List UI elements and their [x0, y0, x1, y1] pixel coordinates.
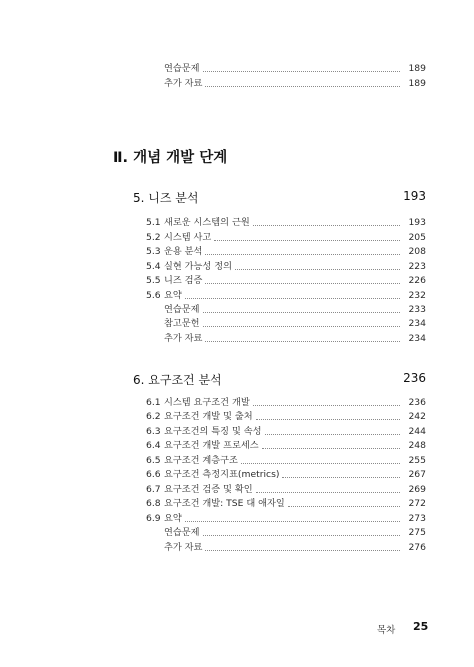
entry-number: 6.8: [146, 498, 161, 509]
toc-entry[interactable]: [146, 261, 426, 273]
entry-page: 275: [408, 527, 426, 538]
entry-page: 223: [408, 261, 426, 272]
chapter-page: 236: [403, 371, 426, 385]
entry-number: 6.6: [146, 469, 161, 480]
entry-number: 6.4: [146, 440, 161, 451]
part-title: Ⅱ. 개념 개발 단계: [113, 150, 228, 166]
entry-title: 참고문헌: [164, 318, 200, 329]
entry-title: 추가 자료: [164, 542, 203, 553]
dot-leader: [205, 341, 400, 342]
toc-entry[interactable]: [146, 498, 426, 510]
entry-number: 6.1: [146, 397, 161, 408]
entry-title: 요구조건 계층구조: [164, 455, 238, 466]
toc-entry[interactable]: [146, 397, 426, 409]
entry-title: 요구조건 개발 프로세스: [164, 440, 259, 451]
toc-entry[interactable]: [146, 217, 426, 229]
toc-entry[interactable]: [146, 318, 426, 330]
entry-page: 269: [408, 484, 426, 495]
toc-entry[interactable]: [146, 246, 426, 258]
entry-title: 추가 자료: [164, 78, 203, 89]
entry-title: 요구조건의 특징 및 속성: [164, 426, 262, 437]
dot-leader: [241, 463, 401, 464]
toc-entry[interactable]: [146, 304, 426, 316]
chapter-page: 193: [403, 189, 426, 203]
footer-page-number: 25: [413, 620, 429, 633]
toc-entry[interactable]: [146, 333, 426, 345]
dot-leader: [288, 506, 401, 507]
dot-leader: [253, 405, 401, 406]
dot-leader: [203, 71, 401, 72]
chapter-title: 5. 니즈 분석: [133, 191, 199, 205]
entry-number: 5.1: [146, 217, 161, 228]
entry-page: 189: [408, 63, 426, 74]
entry-page: 273: [408, 513, 426, 524]
dot-leader: [256, 419, 401, 420]
entry-number: 5.2: [146, 232, 161, 243]
dot-leader: [235, 269, 400, 270]
entry-title: 연습문제: [164, 527, 200, 538]
entry-number: 5.6: [146, 290, 161, 301]
toc-entry[interactable]: [146, 484, 426, 496]
dot-leader: [205, 550, 400, 551]
dot-leader: [203, 326, 401, 327]
toc-entry[interactable]: [146, 63, 426, 75]
entry-page: 276: [408, 542, 426, 553]
dot-leader: [203, 312, 401, 313]
entry-title: 니즈 검증: [164, 275, 203, 286]
entry-number: 6.5: [146, 455, 161, 466]
entry-page: 189: [408, 78, 426, 89]
entry-title: 요구조건 개발 및 출처: [164, 411, 253, 422]
toc-entry[interactable]: [146, 455, 426, 467]
toc-entry[interactable]: [146, 469, 426, 481]
entry-title: 시스템 요구조건 개발: [164, 397, 250, 408]
entry-title: 요약: [164, 290, 182, 301]
entry-page: 236: [408, 397, 426, 408]
chapter-heading[interactable]: [133, 189, 426, 206]
entry-page: 234: [408, 333, 426, 344]
chapter-heading[interactable]: [133, 371, 426, 388]
entry-page: 226: [408, 275, 426, 286]
entry-title: 추가 자료: [164, 333, 203, 344]
entry-page: 242: [408, 411, 426, 422]
toc-entry[interactable]: [146, 290, 426, 302]
dot-leader: [262, 448, 401, 449]
entry-number: 5.3: [146, 246, 161, 257]
entry-title: 새로운 시스템의 근원: [164, 217, 250, 228]
toc-entry[interactable]: [146, 232, 426, 244]
entry-page: 255: [408, 455, 426, 466]
toc-entry[interactable]: [146, 275, 426, 287]
dot-leader: [185, 521, 401, 522]
toc-entry[interactable]: [146, 78, 426, 90]
footer-label: 목차: [377, 625, 396, 636]
toc-entry[interactable]: [146, 440, 426, 452]
dot-leader: [253, 225, 401, 226]
chapter-title: 6. 요구조건 분석: [133, 373, 222, 387]
entry-title: 연습문제: [164, 63, 200, 74]
entry-page: 272: [408, 498, 426, 509]
entry-page: 205: [408, 232, 426, 243]
dot-leader: [203, 535, 401, 536]
entry-number: 6.3: [146, 426, 161, 437]
dot-leader: [256, 492, 401, 493]
dot-leader: [205, 254, 400, 255]
entry-page: 267: [408, 469, 426, 480]
entry-number: 6.9: [146, 513, 161, 524]
toc-entry[interactable]: [146, 426, 426, 438]
entry-title: 요약: [164, 513, 182, 524]
toc-entry[interactable]: [146, 542, 426, 554]
dot-leader: [185, 298, 401, 299]
entry-page: 244: [408, 426, 426, 437]
entry-number: 6.7: [146, 484, 161, 495]
entry-page: 248: [408, 440, 426, 451]
dot-leader: [205, 283, 400, 284]
entry-title: 시스템 사고: [164, 232, 212, 243]
entry-page: 193: [408, 217, 426, 228]
dot-leader: [265, 434, 401, 435]
entry-page: 208: [408, 246, 426, 257]
entry-title: 연습문제: [164, 304, 200, 315]
entry-title: 실현 가능성 정의: [164, 261, 232, 272]
dot-leader: [205, 86, 400, 87]
dot-leader: [214, 240, 400, 241]
entry-page: 232: [408, 290, 426, 301]
entry-number: 5.5: [146, 275, 161, 286]
toc-entry[interactable]: [146, 411, 426, 423]
entry-page: 234: [408, 318, 426, 329]
entry-number: 6.2: [146, 411, 161, 422]
entry-title: 운용 분석: [164, 246, 203, 257]
entry-number: 5.4: [146, 261, 161, 272]
toc-entry[interactable]: [146, 513, 426, 525]
dot-leader: [282, 477, 400, 478]
toc-entry[interactable]: [146, 527, 426, 539]
entry-title: 요구조건 측정지표(metrics): [164, 469, 280, 480]
entry-title: 요구조건 검증 및 확인: [164, 484, 253, 495]
entry-title: 요구조건 개발: TSE 대 애자일: [164, 498, 285, 509]
entry-page: 233: [408, 304, 426, 315]
